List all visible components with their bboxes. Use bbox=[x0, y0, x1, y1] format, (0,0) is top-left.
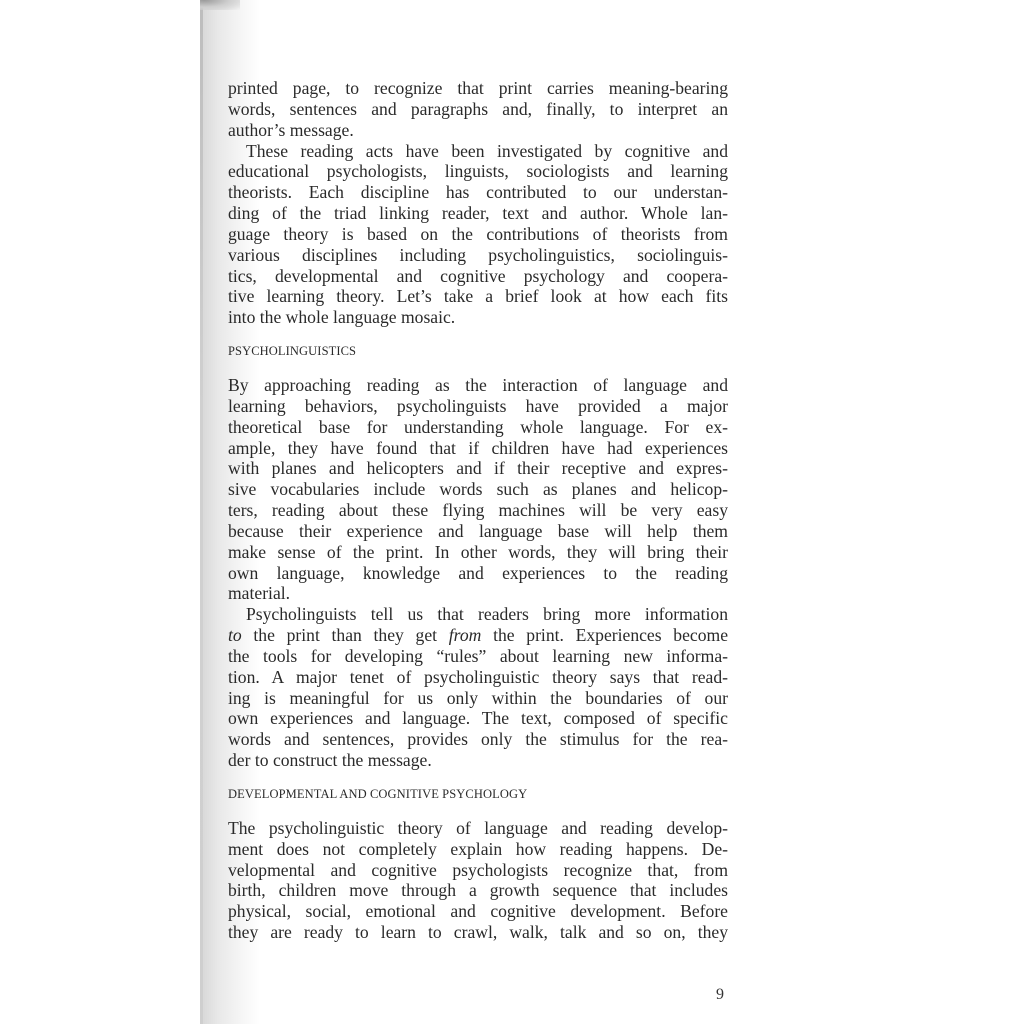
text-line: Psycholinguists tell us that readers bring more information bbox=[246, 604, 728, 625]
text-line: ding of the triad linking reader, text and author. Whole lan- bbox=[228, 203, 728, 224]
text-line: educational psychologists, linguists, sociologists and learning bbox=[228, 161, 728, 182]
text-line: birth, children move through a growth sequence that includes bbox=[228, 880, 728, 901]
text-line: sive vocabularies include words such as planes and helicop- bbox=[228, 479, 728, 500]
page-number: 9 bbox=[716, 986, 724, 1003]
text-line: physical, social, emotional and cognitive development. Before bbox=[228, 901, 728, 922]
text-line: velopmental and cognitive psychologists recognize that, from bbox=[228, 859, 728, 880]
text-line: printed page, to recognize that print carries meaning-bearing bbox=[228, 78, 728, 98]
paragraph-reading-acts bbox=[228, 141, 728, 329]
text-line: they are ready to learn to crawl, walk, talk and so on, they bbox=[228, 922, 728, 943]
text-line: theorists. Each discipline has contributed to our understan- bbox=[228, 182, 728, 203]
text-line: ing is meaningful for us only within the boundaries of our bbox=[228, 687, 728, 708]
section-heading-psycholinguistics: PSYCHOLINGUISTICS bbox=[228, 344, 357, 359]
text-line: guage theory is based on the contributions of theorists from bbox=[228, 223, 728, 244]
paragraph-approaching-reading bbox=[228, 375, 728, 604]
text-line: into the whole language mosaic. bbox=[228, 307, 456, 328]
text-line: ters, reading about these flying machines will be very easy bbox=[228, 500, 728, 521]
text-line: tive learning theory. Let’s take a brief look at how each fits bbox=[228, 286, 728, 307]
text-line: author’s message. bbox=[228, 119, 354, 140]
text-line: der to construct the message. bbox=[228, 750, 432, 771]
paragraph-continued bbox=[228, 78, 728, 141]
text-segment: the print than they get bbox=[241, 625, 449, 646]
text-line: make sense of the print. In other words, they will bring their bbox=[228, 541, 728, 562]
text-line: the tools for developing “rules” about learning new informa- bbox=[228, 645, 728, 666]
text-line bbox=[228, 625, 728, 646]
text-line: words, sentences and paragraphs and, finally, to interpret an bbox=[228, 98, 728, 119]
italic-from: from bbox=[448, 625, 482, 646]
text-line: own experiences and language. The text, composed of specific bbox=[228, 708, 728, 729]
section-heading-developmental-cognitive: DEVELOPMENTAL AND COGNITIVE PSYCHOLOGY bbox=[228, 787, 528, 801]
text-line: with planes and helicopters and if their receptive and expres- bbox=[228, 458, 728, 479]
text-line: These reading acts have been investigated by cognitive and bbox=[246, 140, 728, 161]
text-line: tics, developmental and cognitive psychology and coopera- bbox=[228, 265, 728, 286]
text-line: By approaching reading as the interaction of language and bbox=[228, 374, 728, 395]
page-body bbox=[228, 78, 728, 943]
text-line: own language, knowledge and experiences to the reading bbox=[228, 562, 728, 583]
text-line: various disciplines including psycholinguistics, sociolinguis- bbox=[228, 244, 728, 265]
text-line: words and sentences, provides only the stimulus for the rea- bbox=[228, 729, 728, 750]
text-line: because their experience and language base will help them bbox=[228, 520, 728, 541]
paragraph-psycholinguists-tell-us bbox=[228, 604, 728, 771]
text-line: ment does not completely explain how reading happens. De- bbox=[228, 838, 728, 859]
text-line: material. bbox=[228, 583, 291, 604]
paragraph-psycholinguistic-theory bbox=[228, 818, 728, 943]
italic-to: to bbox=[228, 625, 242, 646]
page-corner-shadow bbox=[200, 0, 240, 10]
text-line: tion. A major tenet of psycholinguistic theory says that read- bbox=[228, 666, 728, 687]
page-edge bbox=[200, 0, 203, 1024]
text-line: ample, they have found that if children have had experiences bbox=[228, 437, 728, 458]
text-segment: the print. Experiences become bbox=[481, 625, 728, 646]
text-line: theoretical base for understanding whole language. For ex- bbox=[228, 416, 728, 437]
text-line: learning behaviors, psycholinguists have provided a major bbox=[228, 395, 728, 416]
text-line: The psycholinguistic theory of language and reading develop- bbox=[228, 817, 728, 838]
